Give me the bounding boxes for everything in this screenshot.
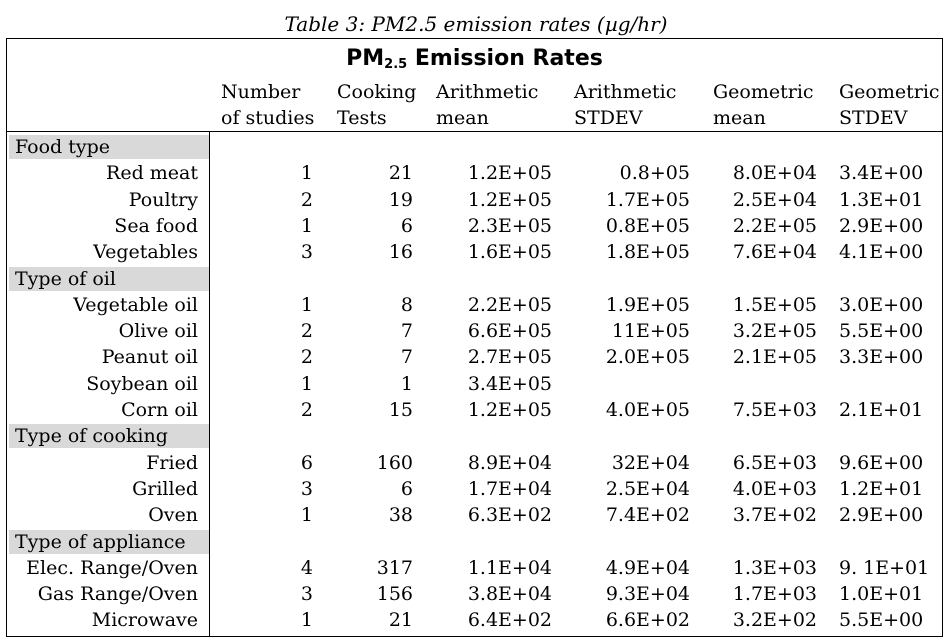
header-number-of-studies — [221, 79, 314, 131]
arithmetic-mean-cell: 6.4E+02 — [467, 609, 552, 632]
cooking-tests-cell: 8 — [400, 293, 413, 316]
table-row — [7, 239, 942, 265]
cooking-tests-cell: 1 — [400, 372, 413, 395]
section-row — [7, 134, 942, 160]
number-of-studies-cell: 3 — [300, 477, 313, 500]
header-line: Tests — [337, 107, 387, 129]
cooking-tests-cell: 317 — [376, 556, 413, 579]
table-row — [7, 476, 942, 502]
arithmetic-stdev-cell: 7.4E+02 — [605, 504, 690, 527]
header-geometric-mean — [713, 79, 814, 131]
header-line: Geometric — [839, 81, 940, 103]
row-label: Oven — [148, 504, 198, 527]
arithmetic-stdev-cell: 1.9E+05 — [605, 293, 690, 316]
row-label: Vegetable oil — [73, 293, 198, 316]
cooking-tests-cell: 16 — [388, 241, 413, 264]
number-of-studies-cell: 3 — [300, 583, 313, 606]
row-label: Vegetables — [93, 241, 198, 264]
section-row — [7, 529, 942, 555]
number-of-studies-cell: 4 — [300, 556, 313, 579]
geometric-stdev-cell: 5.5E+00 — [839, 609, 924, 632]
arithmetic-stdev-cell: 1.7E+05 — [605, 188, 690, 211]
geometric-stdev-cell: 1.2E+01 — [839, 477, 924, 500]
cooking-tests-cell: 19 — [388, 188, 413, 211]
table-row — [7, 371, 942, 397]
row-label: Gas Range/Oven — [37, 583, 198, 606]
table-row — [7, 607, 942, 633]
table-row — [7, 502, 942, 528]
cooking-tests-cell: 21 — [388, 162, 413, 185]
row-label: Poultry — [128, 188, 198, 211]
header-line: Arithmetic — [436, 81, 539, 103]
geometric-stdev-cell: 3.4E+00 — [839, 162, 924, 185]
table-row — [7, 292, 942, 318]
arithmetic-mean-cell: 2.2E+05 — [467, 293, 552, 316]
section-row — [7, 423, 942, 449]
arithmetic-mean-cell: 6.3E+02 — [467, 504, 552, 527]
header-arithmetic-stdev — [574, 79, 676, 131]
geometric-mean-cell: 3.7E+02 — [732, 504, 817, 527]
header-line: of studies — [221, 107, 315, 129]
row-label: Sea food — [114, 214, 198, 237]
title-rest: Emission Rates — [407, 46, 603, 71]
table-row — [7, 318, 942, 344]
cooking-tests-cell: 38 — [388, 504, 413, 527]
row-label: Grilled — [132, 477, 198, 500]
arithmetic-stdev-cell: 32E+04 — [611, 451, 690, 474]
geometric-mean-cell: 1.5E+05 — [732, 293, 817, 316]
header-arithmetic-mean — [436, 79, 538, 131]
row-label: Peanut oil — [101, 346, 198, 369]
table-row — [7, 397, 942, 423]
geometric-mean-cell: 3.2E+05 — [732, 320, 817, 343]
table-row — [7, 213, 942, 239]
number-of-studies-cell: 2 — [300, 399, 313, 421]
table-row — [7, 581, 942, 607]
arithmetic-stdev-cell: 0.8E+05 — [605, 214, 690, 237]
title-subscript: 2.5 — [384, 57, 408, 72]
geometric-mean-cell: 1.3E+03 — [732, 556, 817, 579]
geometric-stdev-cell: 3.0E+00 — [839, 293, 924, 316]
cooking-tests-cell: 7 — [400, 320, 413, 343]
header-line: Geometric — [713, 81, 814, 103]
number-of-studies-cell: 6 — [300, 451, 313, 474]
header-divider — [7, 131, 942, 132]
arithmetic-stdev-cell: 0.8+05 — [619, 162, 690, 185]
header-line: STDEV — [839, 107, 908, 129]
arithmetic-mean-cell: 3.4E+05 — [467, 372, 552, 395]
number-of-studies-cell: 1 — [300, 609, 313, 632]
section-label: Type of cooking — [15, 425, 168, 448]
arithmetic-mean-cell: 1.6E+05 — [467, 241, 552, 264]
geometric-stdev-cell: 3.3E+00 — [839, 346, 924, 369]
geometric-stdev-cell: 1.0E+01 — [839, 583, 924, 606]
geometric-mean-cell: 7.5E+03 — [732, 399, 817, 421]
number-of-studies-cell: 1 — [300, 504, 313, 527]
header-line: STDEV — [574, 107, 643, 129]
row-label: Red meat — [106, 162, 198, 185]
geometric-stdev-cell: 9.6E+00 — [839, 451, 924, 474]
geometric-stdev-cell: 5.5E+00 — [839, 320, 924, 343]
arithmetic-mean-cell: 3.8E+04 — [467, 583, 552, 606]
cooking-tests-cell: 15 — [388, 399, 413, 421]
row-label: Fried — [146, 451, 198, 474]
geometric-stdev-cell: 2.9E+00 — [839, 214, 924, 237]
table-row — [7, 344, 942, 370]
geometric-mean-cell: 1.7E+03 — [732, 583, 817, 606]
arithmetic-mean-cell: 1.2E+05 — [467, 162, 552, 185]
section-row — [7, 266, 942, 292]
arithmetic-stdev-cell: 4.9E+04 — [605, 556, 690, 579]
row-label: Soybean oil — [86, 372, 198, 395]
section-label: Type of oil — [15, 267, 116, 290]
geometric-mean-cell: 8.0E+04 — [732, 162, 817, 185]
table-row — [7, 555, 942, 581]
number-of-studies-cell: 3 — [300, 241, 313, 264]
section-label: Food type — [15, 136, 110, 158]
geometric-mean-cell: 2.1E+05 — [732, 346, 817, 369]
number-of-studies-cell: 2 — [300, 188, 313, 211]
header-line: Arithmetic — [574, 81, 677, 103]
arithmetic-mean-cell: 1.7E+04 — [467, 477, 552, 500]
title-main: PM — [346, 46, 385, 71]
row-label: Elec. Range/Oven — [26, 556, 198, 579]
number-of-studies-cell: 1 — [300, 372, 313, 395]
number-of-studies-cell: 1 — [300, 162, 313, 185]
header-line: Number — [221, 81, 301, 103]
arithmetic-stdev-cell: 2.0E+05 — [605, 346, 690, 369]
arithmetic-mean-cell: 1.2E+05 — [467, 399, 552, 421]
cooking-tests-cell: 7 — [400, 346, 413, 369]
row-label: Microwave — [91, 609, 198, 632]
geometric-stdev-cell: 1.3E+01 — [839, 188, 924, 211]
geometric-stdev-cell: 4.1E+00 — [839, 241, 924, 264]
arithmetic-stdev-cell: 1.8E+05 — [605, 241, 690, 264]
cooking-tests-cell: 6 — [400, 477, 413, 500]
arithmetic-mean-cell: 2.7E+05 — [467, 346, 552, 369]
geometric-mean-cell: 3.2E+02 — [732, 609, 817, 632]
header-line: Cooking — [337, 81, 417, 103]
number-of-studies-cell: 2 — [300, 320, 313, 343]
arithmetic-mean-cell: 2.3E+05 — [467, 214, 552, 237]
arithmetic-stdev-cell: 4.0E+05 — [605, 399, 690, 421]
table-title — [7, 45, 942, 79]
table-row — [7, 160, 942, 186]
header-line: mean — [436, 107, 489, 129]
number-of-studies-cell: 1 — [300, 214, 313, 237]
cooking-tests-cell: 156 — [376, 583, 413, 606]
header-geometric-stdev — [839, 79, 940, 131]
geometric-stdev-cell: 2.9E+00 — [839, 504, 924, 527]
arithmetic-mean-cell: 6.6E+05 — [467, 320, 552, 343]
cooking-tests-cell: 160 — [376, 451, 413, 474]
geometric-mean-cell: 4.0E+03 — [732, 477, 817, 500]
table-caption: Table 3: PM2.5 emission rates (µg/hr) — [284, 12, 668, 36]
arithmetic-mean-cell: 1.2E+05 — [467, 188, 552, 211]
emission-table — [6, 38, 943, 637]
geometric-mean-cell: 2.2E+05 — [732, 214, 817, 237]
geometric-mean-cell: 2.5E+04 — [732, 188, 817, 211]
geometric-mean-cell: 6.5E+03 — [732, 451, 817, 474]
arithmetic-stdev-cell: 6.6E+02 — [605, 609, 690, 632]
geometric-stdev-cell: 9. 1E+01 — [839, 556, 930, 579]
row-label: Olive oil — [118, 320, 198, 343]
cooking-tests-cell: 6 — [400, 214, 413, 237]
row-label: Corn oil — [121, 399, 198, 421]
table-row — [7, 450, 942, 476]
arithmetic-stdev-cell: 9.3E+04 — [605, 583, 690, 606]
arithmetic-stdev-cell: 11E+05 — [611, 320, 690, 343]
section-label: Type of appliance — [15, 530, 186, 553]
geometric-stdev-cell: 2.1E+01 — [839, 399, 924, 421]
arithmetic-mean-cell: 8.9E+04 — [467, 451, 552, 474]
number-of-studies-cell: 2 — [300, 346, 313, 369]
table-row — [7, 187, 942, 213]
header-line: mean — [713, 107, 766, 129]
geometric-mean-cell: 7.6E+04 — [732, 241, 817, 264]
arithmetic-mean-cell: 1.1E+04 — [467, 556, 552, 579]
arithmetic-stdev-cell: 2.5E+04 — [605, 477, 690, 500]
number-of-studies-cell: 1 — [300, 293, 313, 316]
header-cooking-tests — [337, 79, 416, 131]
cooking-tests-cell: 21 — [388, 609, 413, 632]
